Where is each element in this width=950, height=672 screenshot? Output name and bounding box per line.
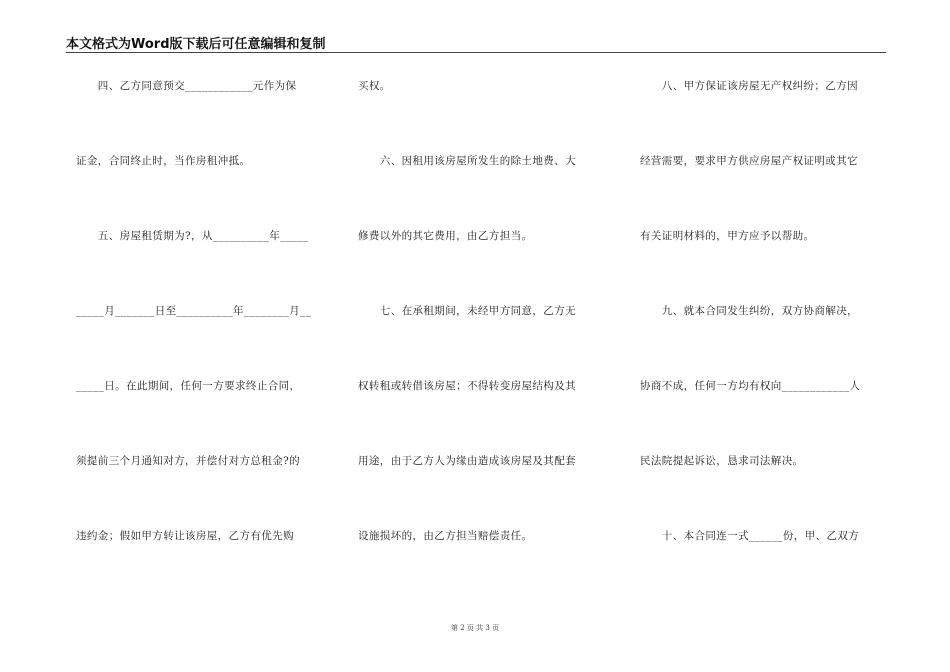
text-line: 九、就本合同发生纠纷，双方协商解决， bbox=[640, 305, 858, 317]
text-line: 买权。 bbox=[358, 80, 391, 92]
page-header-title: 本文格式为Word版下载后可任意编辑和复制 bbox=[66, 37, 326, 52]
text-line: _____日。在此期间，任何一方要求终止合同， bbox=[76, 380, 301, 392]
text-column-middle bbox=[358, 78, 598, 603]
text-line: 七、在承租期间，未经甲方同意，乙方无 bbox=[358, 305, 576, 317]
text-line: 权转租或转借该房屋；不得转变房屋结构及其 bbox=[358, 380, 576, 392]
text-line: 协商不成，任何一方均有权向____________人 bbox=[640, 380, 861, 392]
text-line: 经营需要，要求甲方供应房屋产权证明或其它 bbox=[640, 155, 858, 167]
text-line: 设施损坏的，由乙方担当赔偿责任。 bbox=[358, 530, 533, 542]
text-line: 五、房屋租赁期为?，从__________年_____ bbox=[76, 230, 309, 242]
text-line: 违约金；假如甲方转让该房屋，乙方有优先购 bbox=[76, 530, 294, 542]
text-line: 四、乙方同意预交____________元作为保 bbox=[76, 80, 297, 92]
text-line: 八、甲方保证该房屋无产权纠纷；乙方因 bbox=[640, 80, 858, 92]
text-line: _____月_______日至__________年________月__ bbox=[76, 305, 312, 317]
text-line: 须提前三个月通知对方，并偿付对方总租金?的 bbox=[76, 455, 301, 467]
text-line: 六、因租用该房屋所发生的除土地费、大 bbox=[358, 155, 576, 167]
text-line: 民法院提起诉讼，恳求司法解决。 bbox=[640, 455, 804, 467]
text-line: 用途，由于乙方人为缘由造成该房屋及其配套 bbox=[358, 455, 576, 467]
text-column-left bbox=[76, 78, 316, 603]
text-line: 有关证明材料的，甲方应予以帮助。 bbox=[640, 230, 815, 242]
text-line: 十、本合同连一式______份，甲、乙双方 bbox=[640, 530, 860, 542]
page-number-footer: 第 2 页 共 3 页 bbox=[450, 624, 500, 632]
text-line: 证金，合同终止时，当作房租冲抵。 bbox=[76, 155, 251, 167]
text-column-right bbox=[640, 78, 880, 603]
text-line: 修费以外的其它费用，由乙方担当。 bbox=[358, 230, 533, 242]
header-divider bbox=[66, 52, 886, 53]
